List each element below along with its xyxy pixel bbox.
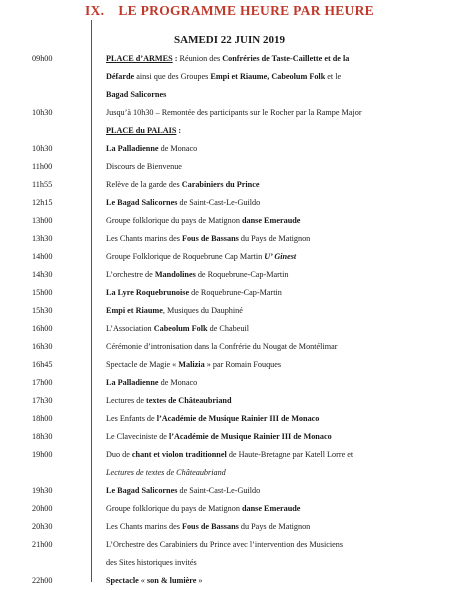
program-time: 13h00: [32, 216, 53, 225]
program-description: [106, 320, 448, 338]
program-time: 13h30: [32, 234, 53, 243]
program-time: 14h30: [32, 270, 53, 279]
text-segment: L’orchestre de: [106, 270, 155, 279]
text-segment: PLACE du PALAIS: [106, 126, 177, 135]
text-segment: »: [196, 576, 203, 585]
text-segment: de Chabeuil: [207, 324, 249, 333]
program-description: [106, 176, 448, 194]
text-segment: Le Bagad Salicornes: [106, 198, 178, 207]
program-description: [106, 284, 448, 302]
text-segment: Cabeolum Folk: [153, 324, 208, 333]
text-segment: Cérémonie d’intronisation dans la Confrérie du Nougat de Montélimar: [106, 342, 338, 351]
text-segment: Les Enfants de: [106, 414, 157, 423]
section-number: IX.: [85, 3, 105, 18]
program-time: 16h45: [32, 360, 53, 369]
program-time: 18h00: [32, 414, 53, 423]
program-description: [106, 140, 448, 158]
program-description: [106, 410, 448, 428]
program-description: [106, 446, 448, 464]
text-segment: l’Académie de Musique Rainier III de Monaco: [156, 414, 320, 423]
text-segment: Jusqu’à 10h30 – Remontée des participants sur le Rocher par la Rampe Major: [106, 108, 362, 117]
text-segment: l’Académie de Musique Rainier III de Monaco: [168, 432, 332, 441]
text-segment: de Roquebrune-Cap-Martin: [189, 288, 282, 297]
text-segment: Lectures de textes de Châteaubriand: [106, 468, 226, 477]
text-segment: Fous de Bassans: [181, 234, 239, 243]
section-heading: LE PROGRAMME HEURE PAR HEURE: [118, 3, 374, 18]
text-segment: Réunion des: [179, 54, 223, 63]
text-segment: Bagad Salicornes: [106, 90, 167, 99]
program-description: [106, 554, 448, 572]
program-description: [106, 482, 448, 500]
text-segment: PLACE d’ARMES: [106, 54, 173, 63]
program-description: [106, 338, 448, 356]
program-description: [106, 500, 448, 518]
text-segment: Discours de Bienvenue: [106, 162, 182, 171]
program-description: [106, 230, 448, 248]
text-segment: chant et violon traditionnel: [131, 450, 227, 459]
program-description: [106, 356, 448, 374]
program-time: 10h30: [32, 108, 53, 117]
text-segment: du Pays de Matignon: [238, 234, 311, 243]
program-time: 22h00: [32, 576, 53, 585]
text-segment: U’ Ginest: [264, 252, 297, 261]
text-segment: son & lumière: [146, 576, 197, 585]
text-segment: L’Association: [106, 324, 154, 333]
text-segment: Malizia: [178, 360, 205, 369]
text-segment: Le Bagad Salicornes: [106, 486, 178, 495]
text-segment: La Lyre Roquebrunoise: [106, 288, 190, 297]
text-segment: Les Chants marins des: [106, 522, 182, 531]
program-time: 20h00: [32, 504, 53, 513]
program-description: [106, 68, 448, 86]
text-segment: de Monaco: [158, 378, 198, 387]
text-segment: de Haute-Bretagne par Katell Lorre et: [226, 450, 354, 459]
program-description: [106, 536, 448, 554]
program-time: 19h30: [32, 486, 53, 495]
text-segment: Empi et Riaume, Cabeolum Folk: [210, 72, 326, 81]
text-segment: La Palladienne: [106, 378, 159, 387]
text-segment: Spectacle: [106, 576, 139, 585]
program-time: 10h30: [32, 144, 53, 153]
text-segment: :: [176, 126, 182, 135]
program-description: [106, 194, 448, 212]
text-segment: Fous de Bassans: [181, 522, 239, 531]
text-segment: danse Emeraude: [241, 504, 301, 513]
program-time: 17h30: [32, 396, 53, 405]
text-segment: «: [138, 576, 147, 585]
text-segment: Groupe Folklorique de Roquebrune Cap Martin: [106, 252, 265, 261]
text-segment: Groupe folklorique du pays de Matignon: [106, 504, 242, 513]
text-segment: L’Orchestre des Carabiniers du Prince avec l’intervention des Musiciens: [106, 540, 344, 549]
text-segment: Spectacle de Magie «: [106, 360, 179, 369]
text-segment: Empi et Riaume: [106, 306, 163, 315]
text-segment: La Palladienne: [106, 144, 159, 153]
text-segment: de Saint-Cast-Le-Guildo: [177, 198, 261, 207]
program-description: [106, 50, 448, 68]
text-segment: » par Romain Fouques: [204, 360, 282, 369]
text-segment: Confréries de Taste-Caillette et de la: [222, 54, 350, 63]
program-time: 19h00: [32, 450, 53, 459]
text-segment: Défarde: [106, 72, 135, 81]
text-segment: de Roquebrune-Cap-Martin: [195, 270, 289, 279]
text-segment: :: [172, 54, 180, 63]
program-time: 20h30: [32, 522, 53, 531]
program-description: [106, 374, 448, 392]
text-segment: Groupe folklorique du pays de Matignon: [106, 216, 242, 225]
text-segment: de Monaco: [158, 144, 198, 153]
text-segment: Les Chants marins des: [106, 234, 182, 243]
text-segment: Mandolines: [154, 270, 196, 279]
text-segment: des Sites historiques invités: [106, 558, 197, 567]
program-description: [106, 104, 448, 122]
program-time: 11h00: [32, 162, 53, 171]
program-time: 17h00: [32, 378, 53, 387]
program-time: 09h00: [32, 54, 53, 63]
text-segment: , Musiques du Dauphiné: [162, 306, 243, 315]
program-description: [106, 572, 448, 590]
program-description: [106, 392, 448, 410]
program-description: [106, 266, 448, 284]
text-segment: de Saint-Cast-Le-Guildo: [177, 486, 261, 495]
program-description: [106, 428, 448, 446]
program-time: 18h30: [32, 432, 53, 441]
program-time: 21h00: [32, 540, 53, 549]
event-date: SAMEDI 22 JUIN 2019: [174, 34, 285, 46]
text-segment: Carabiniers du Prince: [181, 180, 260, 189]
text-segment: textes de Châteaubriand: [146, 396, 232, 405]
program-time: 16h30: [32, 342, 53, 351]
program-description: [106, 518, 448, 536]
text-segment: Duo de: [106, 450, 132, 459]
text-segment: du Pays de Matignon: [238, 522, 311, 531]
text-segment: Relève de la garde des: [106, 180, 182, 189]
program-time: 12h15: [32, 198, 53, 207]
program-description: [106, 122, 448, 140]
program-time: 16h00: [32, 324, 53, 333]
program-description: [106, 158, 448, 176]
text-segment: Le Claveciniste de: [106, 432, 169, 441]
text-segment: danse Emeraude: [241, 216, 301, 225]
program-time: 15h30: [32, 306, 53, 315]
text-segment: Lectures de: [106, 396, 147, 405]
program-time: 11h55: [32, 180, 53, 189]
program-time: 15h00: [32, 288, 53, 297]
program-time: 14h00: [32, 252, 53, 261]
program-description: [106, 248, 448, 266]
program-description: [106, 302, 448, 320]
program-description: [106, 212, 448, 230]
program-description: [106, 464, 448, 482]
text-segment: et le: [325, 72, 342, 81]
program-description: [106, 86, 448, 104]
text-segment: ainsi que des Groupes: [134, 72, 211, 81]
